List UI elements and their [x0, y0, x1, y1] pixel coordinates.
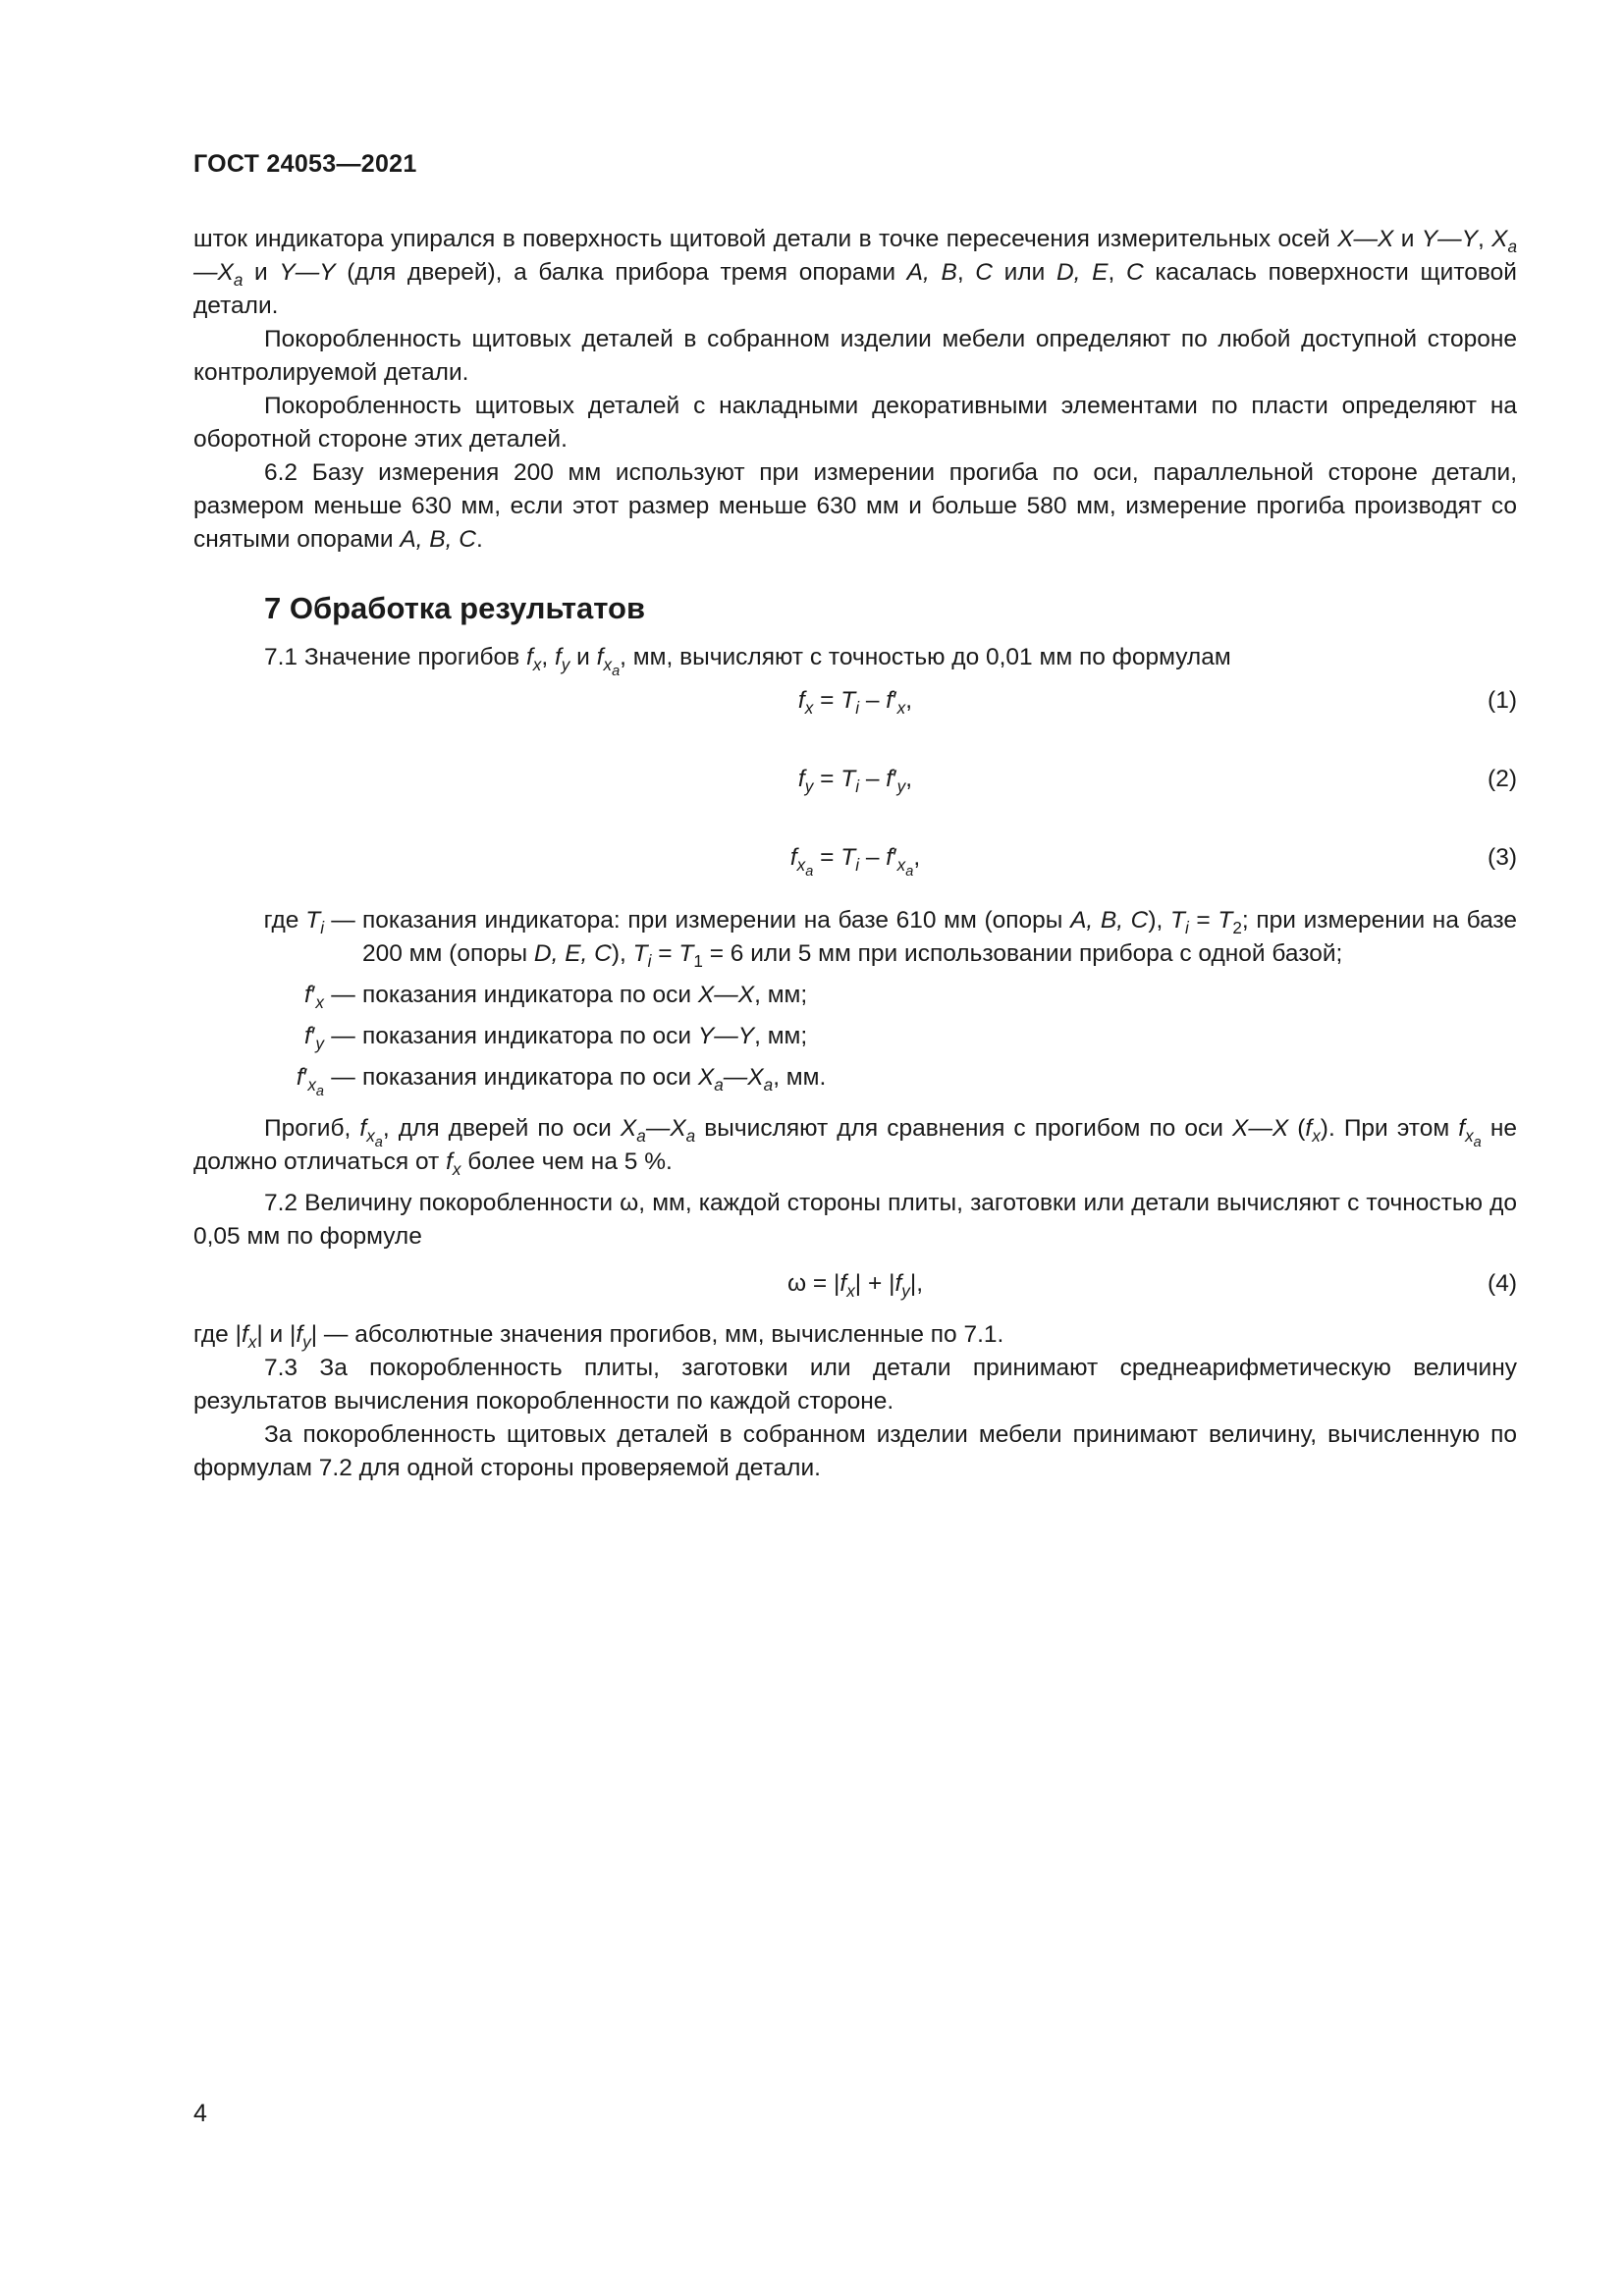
where-item-fxa: $f'_{x_a}$ — показания индикатора по оси $X_a—X_a$, мм.	[296, 1064, 827, 1100]
formula-expression: $f_{x_a} = T_i - f'_{x_a}$,	[789, 844, 921, 881]
formula-number: (1)	[1488, 687, 1517, 714]
formula-expression: $f_y = T_i - f'_y$,	[797, 766, 913, 796]
formula-number: (2)	[1488, 766, 1517, 792]
document-header: ГОСТ 24053—2021	[193, 150, 417, 178]
paragraph-continuation: шток индикатора упирался в поверхность щитовой детали в точке пересечения измерительных осей X—X и Y—Y, $X_a—X_a$ и Y—Y (для дверей), а балка прибора тремя опорами A, B, C или D, E, C касалась поверхности щитовой детали.	[193, 226, 1518, 319]
paragraph-7-2: 7.2 Величину покоробленности ω, мм, каждой стороны плиты, заготовки или детали вычисляют с точностью до 0,05 мм по формуле	[193, 1190, 1517, 1250]
formula-4	[193, 1267, 1517, 1307]
paragraph: Покоробленность щитовых деталей в собранном изделии мебели определяют по любой доступной стороне контролируемой детали.	[193, 326, 1517, 386]
paragraph-7-1: 7.1 Значение прогибов $f_x$, $f_y$ и $f_{x_a}$, мм, вычисляют с точностью до 0,01 мм по формулам	[264, 644, 1231, 680]
where-item-fy: $f'_y$ — показания индикатора по оси Y—Y, мм;	[304, 1023, 808, 1053]
where-list	[193, 904, 1518, 1100]
formula-number: (3)	[1488, 844, 1517, 871]
formula-3	[193, 841, 1517, 881]
formula-expression: $\omega = |f_x| + |f_y|$,	[786, 1270, 924, 1301]
page-number: 4	[193, 2100, 207, 2127]
paragraph: Покоробленность щитовых деталей с накладными декоративными элементами по пласти определяют на оборотной стороне этих деталей.	[193, 393, 1517, 453]
where-item-fx: $f'_x$ — показания индикатора по оси X—X, мм;	[304, 982, 808, 1012]
formula-1	[193, 684, 1517, 723]
section-title: 7 Обработка результатов	[264, 591, 646, 625]
document-body	[193, 223, 1517, 1485]
paragraph: За покоробленность щитовых деталей в собранном изделии мебели принимают величину, вычисленную по формулам 7.2 для одной стороны проверяемой детали.	[193, 1421, 1517, 1481]
where-item-ti: где $T_i$ — показания индикатора: при измерении на базе 610 мм (опоры A, B, C), $T_i = T_2$; при измерении на базе 200 мм (опоры D, E, C), $T_i = T_1 = 6$ или 5 мм при использовании прибора с одной базой;	[263, 907, 1518, 971]
paragraph-deflection: Прогиб, $f_{x_a}$, для дверей по оси $X_a—X_a$ вычисляют для сравнения с прогибом по оси X—X $(f_x)$. При этом $f_{x_a}$ не должно отличаться от $f_x$ более чем на 5 %.	[193, 1115, 1517, 1179]
formula-number: (4)	[1488, 1270, 1517, 1297]
paragraph-7-3: 7.3 За покоробленность плиты, заготовки или детали принимают среднеарифметическую величину результатов вычисления покоробленности по каждой стороне.	[193, 1355, 1517, 1415]
paragraph-where-4: где $|f_x|$ и $|f_y|$ — абсолютные значения прогибов, мм, вычисленные по 7.1.	[193, 1321, 1004, 1352]
formula-expression: $f_x = T_i - f'_x$,	[797, 687, 913, 718]
formula-2	[193, 763, 1517, 802]
paragraph-6-2: 6.2 Базу измерения 200 мм используют при измерении прогиба по оси, параллельной стороне детали, размером меньше 630 мм, если этот размер меньше 630 мм и больше 580 мм, измерение прогиба производят со снятыми опорами A, B, C.	[193, 459, 1517, 553]
